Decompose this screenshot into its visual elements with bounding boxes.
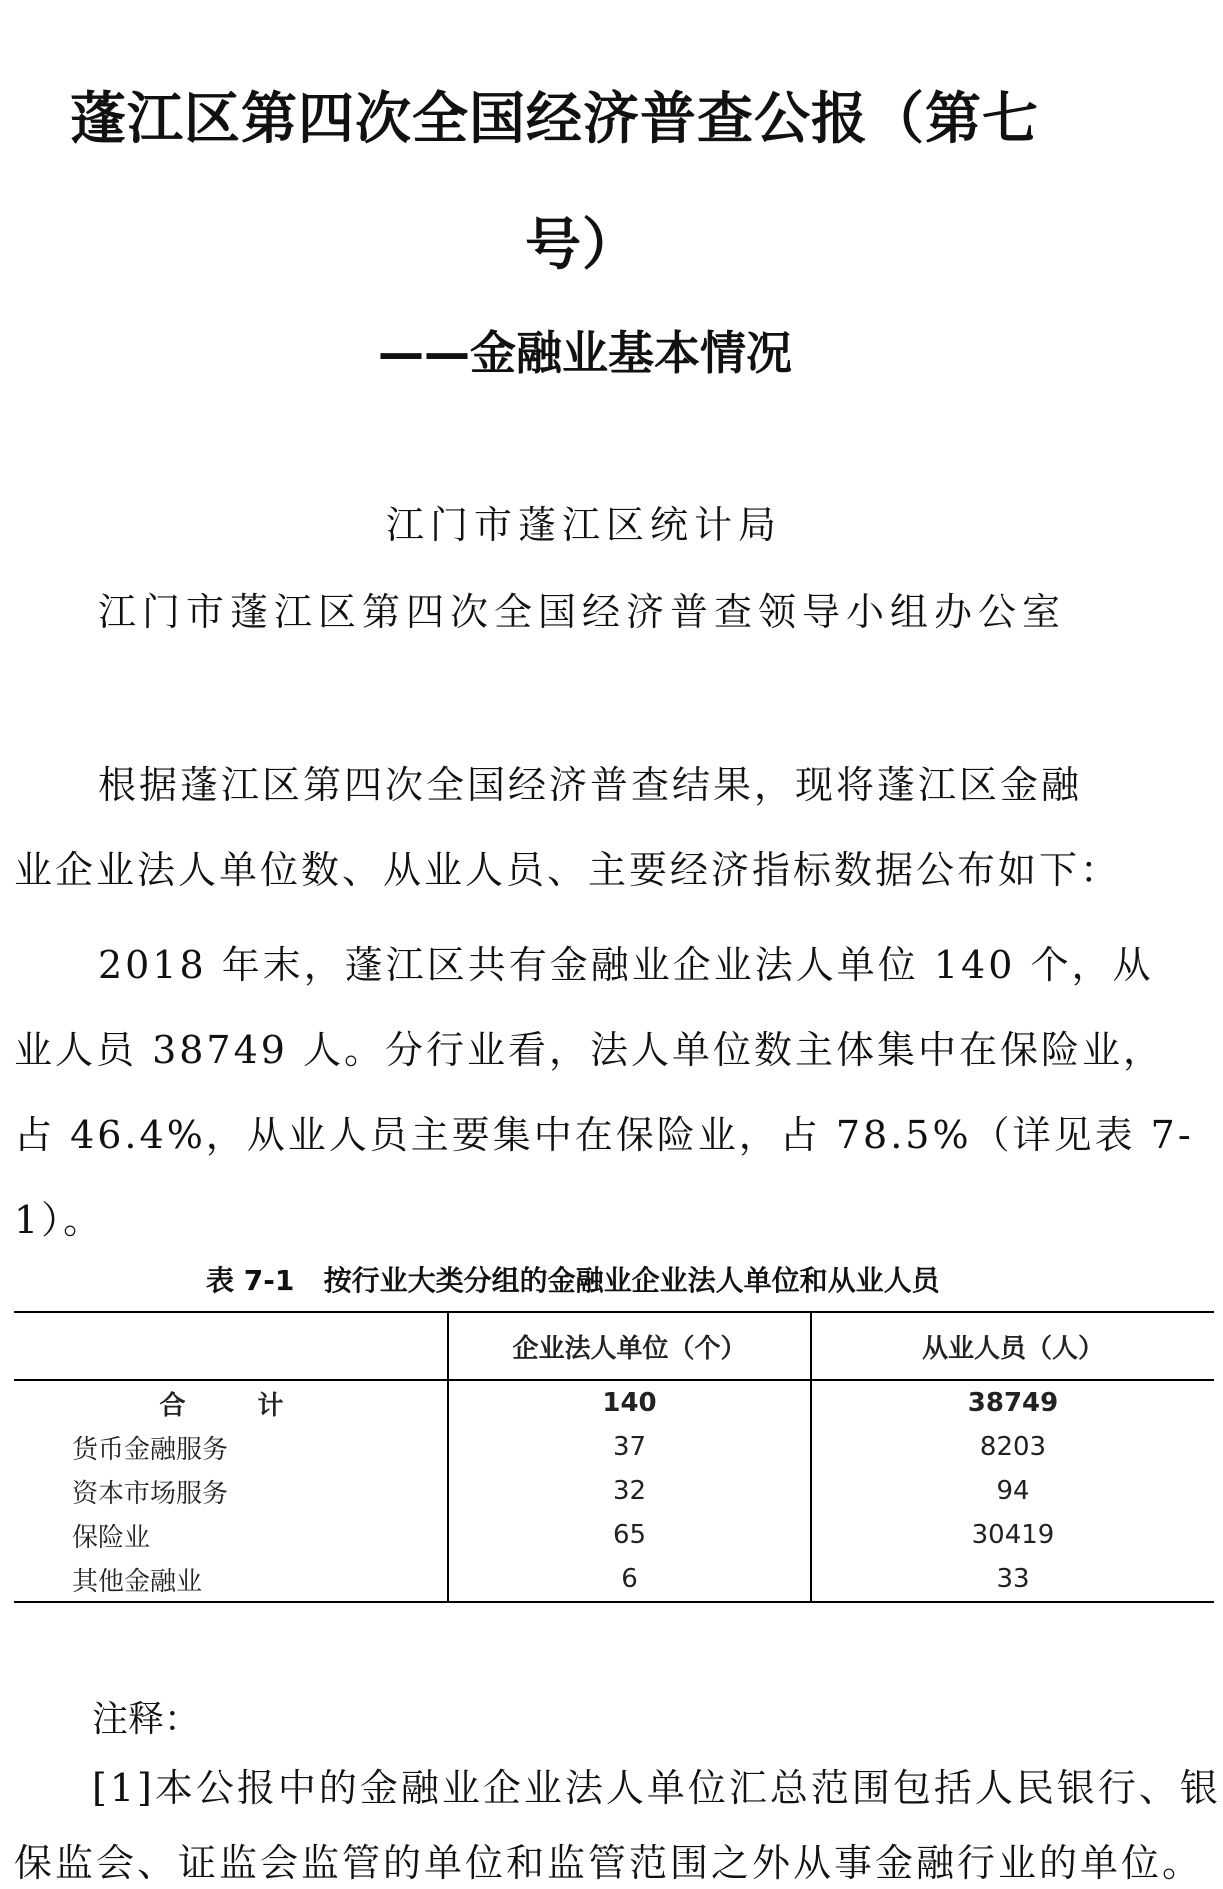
note1-line2: 保监会、证监会监管的单位和监管范围之外从事金融行业的单位。 xyxy=(14,1841,1204,1885)
paragraph1-line1: 根据蓬江区第四次全国经济普查结果，现将蓬江区金融 xyxy=(98,763,1083,807)
table-header-row xyxy=(14,1312,1214,1380)
paragraph1-line2: 业企业法人单位数、从业人员、主要经济指标数据公布如下： xyxy=(14,848,1122,892)
table-row xyxy=(14,1513,1214,1557)
notes-heading: 注释： xyxy=(92,1699,201,1740)
document-title-line1: 蓬江区第四次全国经济普查公报（第七 xyxy=(70,87,1039,152)
row-label: 资本市场服务 xyxy=(72,1478,229,1509)
document-title-line2: 号） xyxy=(525,213,639,278)
paragraph2-line3: 占 46.4%，从业人员主要集中在保险业，占 78.5%（详见表 7- xyxy=(14,1113,1194,1157)
financial-industry-table xyxy=(14,1311,1214,1603)
row-employees: 38749 xyxy=(811,1380,1214,1425)
row-units: 37 xyxy=(448,1425,811,1469)
table-caption: 表 7-1 按行业大类分组的金融业企业法人单位和从业人员 xyxy=(206,1264,940,1297)
note1-line1: [1]本公报中的金融业企业法人单位汇总范围包括人民银行、银 xyxy=(92,1766,1221,1810)
row-units: 6 xyxy=(448,1557,811,1602)
row-label: 其他金融业 xyxy=(14,1557,448,1602)
row-employees: 94 xyxy=(811,1469,1214,1513)
header-legal-units: 企业法人单位（个） xyxy=(448,1312,811,1380)
table-row xyxy=(14,1557,1214,1602)
paragraph2-line2: 业人员 38749 人。分行业看，法人单位数主体集中在保险业， xyxy=(14,1028,1165,1072)
row-employees: 33 xyxy=(811,1557,1214,1602)
header-industry xyxy=(14,1312,448,1380)
document-subtitle: ——金融业基本情况 xyxy=(378,326,792,380)
issuer-statistics-bureau: 江门市蓬江区统计局 xyxy=(386,503,783,547)
row-units: 140 xyxy=(448,1380,811,1425)
table-row-total xyxy=(14,1380,1214,1425)
row-units: 32 xyxy=(448,1469,811,1513)
row-label: 货币金融服务 xyxy=(72,1434,229,1465)
row-employees: 30419 xyxy=(811,1513,1214,1557)
row-employees: 8203 xyxy=(811,1425,1214,1469)
row-label: 合 计 xyxy=(159,1390,302,1421)
header-employees: 从业人员（人） xyxy=(811,1312,1214,1380)
paragraph2-line4: 1）。 xyxy=(14,1198,105,1242)
paragraph2-line1: 2018 年末，蓬江区共有金融业企业法人单位 140 个，从 xyxy=(98,943,1154,987)
issuer-census-office: 江门市蓬江区第四次全国经济普查领导小组办公室 xyxy=(98,590,1067,634)
row-label: 保险业 xyxy=(72,1522,151,1553)
row-units: 65 xyxy=(448,1513,811,1557)
table-row xyxy=(14,1425,1214,1469)
table-row xyxy=(14,1469,1214,1513)
